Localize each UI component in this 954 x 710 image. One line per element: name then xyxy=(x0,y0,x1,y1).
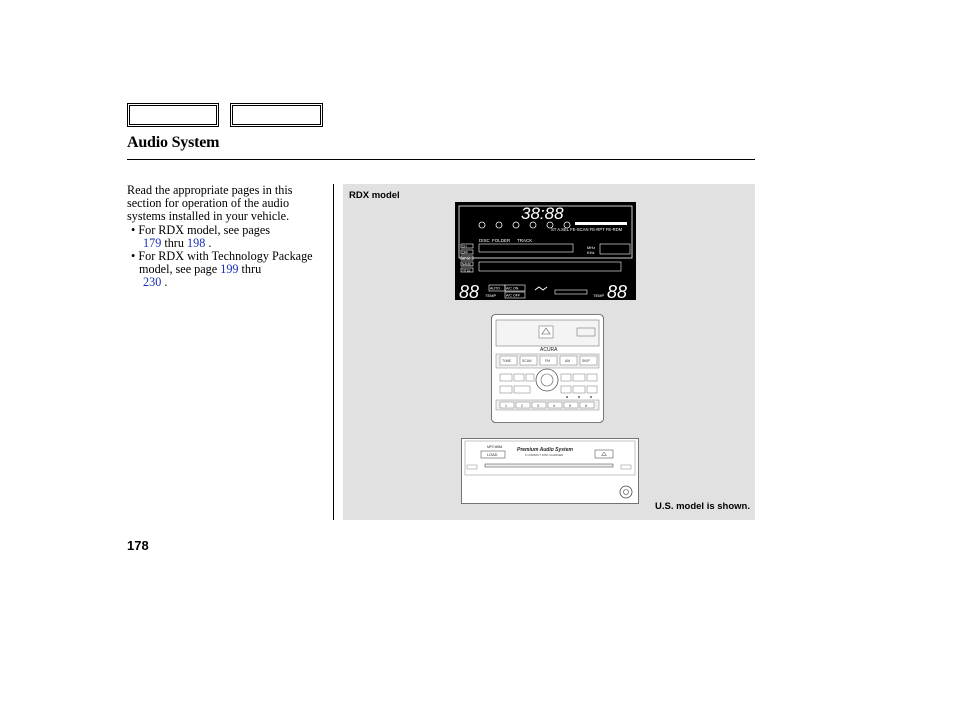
faceplate-preset-1: 1 xyxy=(505,403,507,408)
bullet-period: . xyxy=(208,235,212,250)
display-clock: 38:88 xyxy=(521,204,564,223)
figure-caption: U.S. model is shown. xyxy=(654,501,750,512)
column-divider xyxy=(333,184,334,520)
display-mhz: MHz xyxy=(587,245,596,250)
display-tag-title: TITLE xyxy=(462,268,471,273)
faceplate-preset-2: 2 xyxy=(521,403,523,408)
faceplate-btn-tune: TUNE xyxy=(502,359,512,363)
faceplate-btn-am: AM xyxy=(565,359,571,363)
display-temp-label-right: TEMP xyxy=(593,293,605,298)
audio-figure xyxy=(343,184,755,520)
bullet-rdx xyxy=(127,224,327,250)
changer-load: LOAD xyxy=(487,453,498,457)
bullet-text: For RDX model, see pages xyxy=(138,222,270,237)
faceplate-preset-4: 4 xyxy=(553,403,555,408)
changer-subtitle: 6 COMPACT DISC CHANGER xyxy=(525,453,564,457)
audio-display-illustration xyxy=(455,202,636,300)
faceplate-btn-fm: FM xyxy=(545,359,550,363)
intro-paragraph: Read the appropriate pages in this section for operation of the audio systems installed in your vehicle. xyxy=(127,183,293,224)
display-temp-left: 88 xyxy=(459,282,480,300)
display-ac-off: A/C OFF xyxy=(506,293,521,298)
page-link-230[interactable]: 230 xyxy=(143,275,162,290)
display-khz: KHz xyxy=(587,250,595,255)
cd-changer-illustration xyxy=(461,438,639,504)
bullet-dot: • xyxy=(131,249,136,264)
display-tag-off: OFF xyxy=(462,250,469,255)
changer-title: Premium Audio System xyxy=(517,447,573,453)
faceplate-preset-3: 3 xyxy=(537,403,539,408)
display-folder-label: FOLDER xyxy=(492,238,511,243)
faceplate-btn-skip: SKIP xyxy=(582,359,590,363)
figure-model-label: RDX model xyxy=(349,190,400,201)
display-temp-label-left: TEMP xyxy=(485,293,497,298)
display-track-label: TRACK xyxy=(517,238,533,243)
changer-mp3: MP3 WMA xyxy=(487,445,503,449)
body-text xyxy=(127,184,327,290)
display-ac-on: A/C ON xyxy=(506,286,519,291)
header-tab-2 xyxy=(230,103,323,127)
display-tag-name: NAME xyxy=(462,262,472,267)
page-link-199[interactable]: 199 xyxy=(220,262,239,277)
page-title: Audio System xyxy=(127,134,220,151)
display-tag-ch: CH xyxy=(462,244,467,249)
display-temp-right: 88 xyxy=(607,282,628,300)
page-number: 178 xyxy=(127,538,149,553)
faceplate-brand: ACURA xyxy=(540,347,558,353)
display-disc-label: DISC xyxy=(479,238,490,243)
bullet-thru: thru xyxy=(164,235,184,250)
faceplate-btn-scan: SCAN xyxy=(522,359,532,363)
page-link-179[interactable]: 179 xyxy=(143,235,162,250)
bullet-dot: • xyxy=(131,222,136,237)
header-tab-1 xyxy=(127,103,219,127)
display-tag-afm: AF-M xyxy=(462,256,470,261)
bullet-rdx-tech xyxy=(127,250,327,290)
faceplate-preset-5: 5 xyxy=(569,403,571,408)
display-auto: AUTO xyxy=(490,286,500,291)
display-mode-line: ST A.SEL FE-SCAN FE-RPT FE-RDM xyxy=(551,227,623,232)
title-rule xyxy=(127,159,755,160)
audio-faceplate-illustration xyxy=(491,314,604,423)
faceplate-preset-6: 6 xyxy=(585,403,587,408)
bullet-period: . xyxy=(164,275,168,290)
bullet-thru: thru xyxy=(241,262,262,277)
bullet-text: For RDX with Technology Package model, see page xyxy=(138,249,313,277)
page-link-198[interactable]: 198 xyxy=(187,235,206,250)
